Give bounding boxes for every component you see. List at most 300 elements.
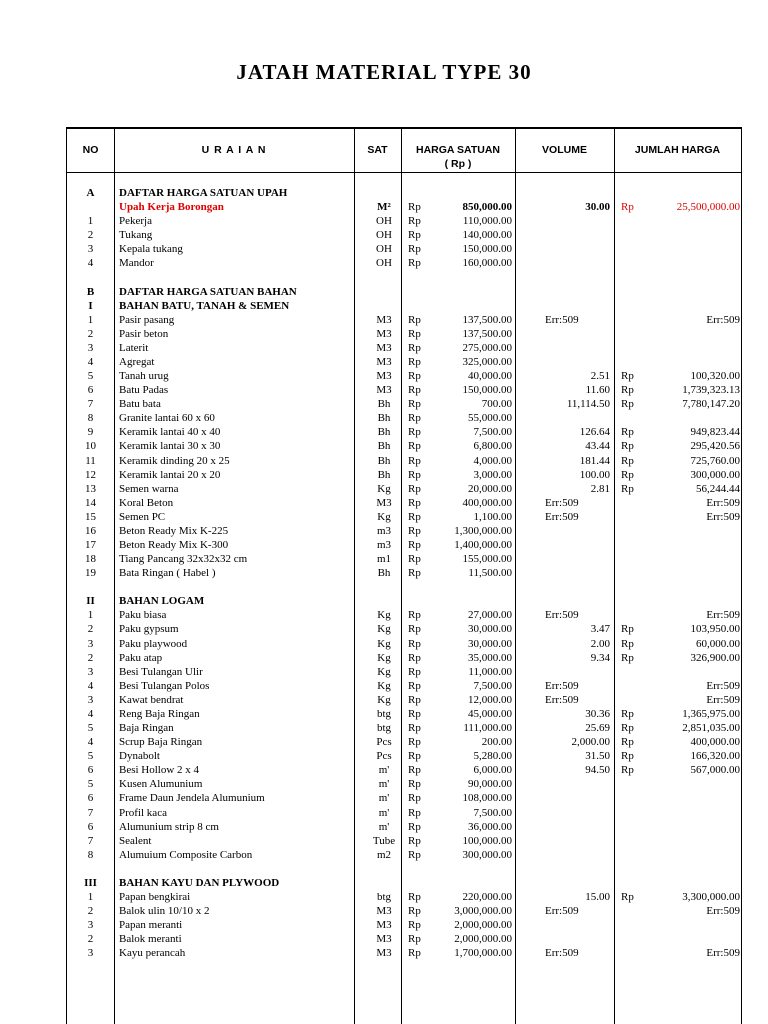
row-no: 8 <box>87 412 94 425</box>
row-uraian: DAFTAR HARGA SATUAN UPAH <box>119 187 288 199</box>
row-sat: M3 <box>376 384 392 397</box>
table-row <box>67 510 741 524</box>
row-sat: m2 <box>376 848 392 861</box>
row-sat: Bh <box>377 454 391 467</box>
row-no: 11 <box>85 454 96 467</box>
row-no: 6 <box>87 764 94 777</box>
row-uraian: Beton Ready Mix K-225 <box>119 524 229 537</box>
row-no: 1 <box>87 609 94 622</box>
row-uraian: Sealent <box>119 834 152 847</box>
row-harga: 110,000.00 <box>462 215 512 228</box>
row-sat: m' <box>378 778 390 791</box>
row-sat: btg <box>376 891 392 903</box>
row-jumlah-rp: Rp <box>621 764 634 777</box>
row-sat: M3 <box>376 919 392 932</box>
table-row <box>67 918 741 932</box>
table-row <box>67 341 741 355</box>
row-volume: 100.00 <box>579 468 610 481</box>
row-uraian: Balok ulin 10/10 x 2 <box>119 905 210 918</box>
row-jumlah-rp: Rp <box>621 736 634 749</box>
table-row <box>67 735 741 749</box>
row-rp: Rp <box>408 693 421 706</box>
row-volume: 30.36 <box>585 707 610 720</box>
row-sat: Kg <box>377 693 391 706</box>
header-divider <box>67 172 741 173</box>
row-rp: Rp <box>408 229 421 242</box>
row-jumlah-rp: Rp <box>621 722 634 735</box>
row-no: I <box>88 299 93 312</box>
row-rp: Rp <box>408 848 421 861</box>
row-sat: Bh <box>377 398 391 411</box>
row-uraian: Balok meranti <box>119 933 182 946</box>
row-volume: 43.44 <box>585 440 610 453</box>
table-row <box>67 439 741 453</box>
row-no: 6 <box>87 820 94 833</box>
row-uraian: Laterit <box>119 341 149 354</box>
row-rp: Rp <box>408 468 421 481</box>
row-no: 17 <box>85 539 96 551</box>
table-row <box>67 228 741 242</box>
row-sat: m' <box>378 792 390 805</box>
row-uraian: Kayu perancah <box>119 947 186 960</box>
row-uraian: Batu Padas <box>119 384 169 397</box>
row-no: 14 <box>85 496 96 509</box>
row-jumlah: 2,851,035.00 <box>682 722 740 735</box>
table-row <box>67 411 741 425</box>
row-uraian: Semen warna <box>119 482 179 495</box>
row-jumlah-rp: Rp <box>621 707 634 720</box>
row-sat: Bh <box>377 426 391 439</box>
row-rp: Rp <box>408 764 421 777</box>
row-harga: 3,000,000.00 <box>454 905 512 918</box>
row-uraian: Paku atap <box>119 651 163 664</box>
row-no: 7 <box>87 806 94 819</box>
row-jumlah-rp: Rp <box>621 482 634 495</box>
row-sat: btg <box>376 707 392 720</box>
row-no: 7 <box>87 398 94 411</box>
row-harga: 7,500.00 <box>473 426 512 439</box>
row-no: 10 <box>85 440 96 453</box>
row-uraian: Agregat <box>119 355 155 368</box>
row-harga: 400,000.00 <box>462 496 512 509</box>
table-row <box>67 425 741 439</box>
row-no: 2 <box>87 905 94 918</box>
row-uraian: Paku biasa <box>119 609 167 622</box>
row-uraian: Papan bengkirai <box>119 891 191 903</box>
row-sat: M3 <box>376 341 392 354</box>
row-rp: Rp <box>408 398 421 411</box>
row-jumlah: 725,760.00 <box>690 454 740 467</box>
row-uraian: Besi Hollow 2 x 4 <box>119 764 200 777</box>
row-no: 2 <box>87 933 94 946</box>
row-no: 5 <box>87 750 94 763</box>
row-sat: Pcs <box>376 736 392 749</box>
row-harga: 3,000.00 <box>473 468 512 481</box>
row-jumlah: 326,900.00 <box>690 651 740 664</box>
row-uraian: Tiang Pancang 32x32x32 cm <box>119 553 248 566</box>
row-uraian: Bata Ringan ( Habel ) <box>119 567 216 580</box>
header-jumlah-harga: JUMLAH HARGA <box>634 144 721 156</box>
row-harga: 150,000.00 <box>462 384 512 397</box>
table-row <box>67 369 741 383</box>
row-rp: Rp <box>408 567 421 580</box>
row-rp: Rp <box>408 370 421 383</box>
row-uraian: Mandor <box>119 257 154 270</box>
row-no: 2 <box>87 229 94 242</box>
row-rp: Rp <box>408 609 421 622</box>
header-harga-unit: ( Rp ) <box>444 158 472 170</box>
row-rp: Rp <box>408 707 421 720</box>
table-row <box>67 665 741 679</box>
row-rp: Rp <box>408 651 421 664</box>
row-no: 15 <box>85 510 96 523</box>
table-row <box>67 538 741 552</box>
row-uraian: Reng Baja Ringan <box>119 707 200 720</box>
table-row <box>67 242 741 256</box>
row-uraian: Beton Ready Mix K-300 <box>119 539 229 551</box>
row-jumlah: 3,300,000.00 <box>682 891 740 903</box>
table-row <box>67 256 741 270</box>
table-row <box>67 721 741 735</box>
row-rp: Rp <box>408 722 421 735</box>
row-uraian: Besi Tulangan Polos <box>119 679 210 692</box>
row-uraian: Paku gypsum <box>119 623 179 636</box>
row-sat: Kg <box>377 482 391 495</box>
row-uraian: Kusen Alumunium <box>119 778 203 791</box>
row-no: 3 <box>87 243 94 256</box>
blank-row <box>67 862 741 876</box>
row-jumlah: 400,000.00 <box>690 736 740 749</box>
row-volume: 31.50 <box>585 750 610 763</box>
row-harga: 11,000.00 <box>468 665 512 678</box>
row-sat: M3 <box>376 327 392 340</box>
header-sat: SAT <box>367 144 388 156</box>
row-no: 1 <box>87 215 94 228</box>
row-harga: 2,000,000.00 <box>454 933 512 946</box>
row-no: 5 <box>87 722 94 735</box>
row-uraian: Profil kaca <box>119 806 167 819</box>
table-row <box>67 594 741 608</box>
row-rp: Rp <box>408 440 421 453</box>
row-volume: 25.69 <box>585 722 610 735</box>
row-volume: 2.00 <box>590 637 610 650</box>
table-row <box>67 890 741 904</box>
row-no: 9 <box>87 426 94 439</box>
row-sat: Bh <box>377 468 391 481</box>
row-volume: 2.51 <box>590 370 610 383</box>
row-sat: OH <box>376 215 392 228</box>
row-jumlah: 300,000.00 <box>690 468 740 481</box>
row-no: 5 <box>87 370 94 383</box>
table-row <box>67 876 741 890</box>
row-sat: Kg <box>377 609 391 622</box>
row-volume: 9.34 <box>590 651 610 664</box>
row-uraian: Scrup Baja Ringan <box>119 736 203 749</box>
row-no: 13 <box>85 482 96 495</box>
row-jumlah: 1,739,323.13 <box>682 384 740 397</box>
row-sat: Bh <box>377 440 391 453</box>
table-row <box>67 327 741 341</box>
row-harga: 100,000.00 <box>462 834 512 847</box>
row-rp: Rp <box>408 510 421 523</box>
row-sat: OH <box>376 243 392 256</box>
row-uraian: Granite lantai 60 x 60 <box>119 412 215 425</box>
row-uraian: BAHAN BATU, TANAH & SEMEN <box>119 299 290 312</box>
row-no: 3 <box>87 637 94 650</box>
table-row <box>67 383 741 397</box>
table-row <box>67 496 741 510</box>
row-uraian: Paku playwood <box>119 637 188 650</box>
row-uraian: Koral Beton <box>119 496 174 509</box>
row-volume: 94.50 <box>585 764 610 777</box>
row-jumlah: 295,420.56 <box>690 440 740 453</box>
table-row <box>67 313 741 327</box>
header-volume: VOLUME <box>542 144 587 156</box>
table-row <box>67 932 741 946</box>
table-row <box>67 820 741 834</box>
row-rp: Rp <box>408 313 421 326</box>
row-volume: 11.60 <box>585 384 610 397</box>
row-no: 2 <box>87 623 94 636</box>
row-jumlah: 56,244.44 <box>696 482 740 495</box>
row-harga: 30,000.00 <box>468 623 512 636</box>
row-rp: Rp <box>408 327 421 340</box>
row-rp: Rp <box>408 201 421 214</box>
row-volume: 3.47 <box>590 623 610 636</box>
row-harga: 150,000.00 <box>462 243 512 256</box>
row-rp: Rp <box>408 637 421 650</box>
row-volume: Err:509 <box>545 496 579 509</box>
row-sat: Kg <box>377 651 391 664</box>
row-rp: Rp <box>408 496 421 509</box>
row-jumlah-rp: Rp <box>621 891 634 903</box>
row-no: 8 <box>87 848 94 861</box>
row-volume: 126.64 <box>579 426 610 439</box>
row-jumlah: Err:509 <box>706 313 740 326</box>
row-uraian: Keramik lantai 40 x 40 <box>119 426 221 439</box>
row-sat: m' <box>378 806 390 819</box>
row-uraian: Pasir beton <box>119 327 169 340</box>
row-sat: Tube <box>372 834 396 847</box>
table-row <box>67 791 741 805</box>
row-jumlah: 60,000.00 <box>696 637 740 650</box>
row-sat: btg <box>376 722 392 735</box>
row-rp: Rp <box>408 215 421 228</box>
row-volume: 15.00 <box>585 891 610 903</box>
row-jumlah: 1,365,975.00 <box>682 707 740 720</box>
row-harga: 40,000.00 <box>468 370 512 383</box>
table-row <box>67 397 741 411</box>
row-rp: Rp <box>408 778 421 791</box>
row-harga: 1,400,000.00 <box>454 539 512 551</box>
row-no: 4 <box>87 679 94 692</box>
row-harga: 140,000.00 <box>462 229 512 242</box>
row-harga: 7,500.00 <box>473 806 512 819</box>
row-uraian: Upah Kerja Borongan <box>119 201 224 214</box>
material-table <box>66 127 742 1024</box>
row-jumlah-rp: Rp <box>621 440 634 453</box>
row-sat: M3 <box>376 905 392 918</box>
table-row <box>67 608 741 622</box>
row-no: 4 <box>87 257 94 270</box>
row-harga: 275,000.00 <box>462 341 512 354</box>
row-jumlah-rp: Rp <box>621 370 634 383</box>
row-harga: 1,700,000.00 <box>454 947 512 960</box>
row-harga: 11,500.00 <box>468 567 512 580</box>
table-row <box>67 524 741 538</box>
row-sat: M3 <box>376 947 392 960</box>
row-rp: Rp <box>408 524 421 537</box>
row-harga: 325,000.00 <box>462 355 512 368</box>
table-row <box>67 806 741 820</box>
row-sat: M² <box>377 201 391 214</box>
row-jumlah-rp: Rp <box>621 651 634 664</box>
row-no: 5 <box>87 778 94 791</box>
row-sat: OH <box>376 229 392 242</box>
row-no: III <box>84 876 97 889</box>
row-jumlah: 7,780,147.20 <box>682 398 740 411</box>
table-row <box>67 454 741 468</box>
row-harga: 160,000.00 <box>462 257 512 270</box>
row-jumlah: Err:509 <box>706 609 740 622</box>
row-sat: m' <box>378 764 390 777</box>
row-sat: Kg <box>377 637 391 650</box>
row-harga: 1,100.00 <box>473 510 512 523</box>
row-volume: 181.44 <box>579 454 610 467</box>
row-sat: m1 <box>376 553 392 566</box>
row-no: 4 <box>87 736 94 749</box>
row-harga: 6,800.00 <box>473 440 512 453</box>
row-rp: Rp <box>408 947 421 960</box>
row-harga: 137,500.00 <box>462 313 512 326</box>
row-jumlah-rp: Rp <box>621 454 634 467</box>
row-uraian: Baja Ringan <box>119 722 174 735</box>
row-jumlah: 567,000.00 <box>690 764 740 777</box>
row-uraian: Papan meranti <box>119 919 183 932</box>
row-rp: Rp <box>408 341 421 354</box>
row-no: 19 <box>85 567 96 580</box>
row-no: 4 <box>87 707 94 720</box>
table-row <box>67 214 741 228</box>
table-row <box>67 622 741 636</box>
row-uraian: BAHAN KAYU DAN PLYWOOD <box>119 876 280 889</box>
row-sat: OH <box>376 257 392 270</box>
row-sat: Pcs <box>376 750 392 763</box>
row-sat: Bh <box>377 412 391 425</box>
row-uraian: Alumunium strip 8 cm <box>119 820 219 833</box>
table-row <box>67 651 741 665</box>
row-no: 3 <box>87 693 94 706</box>
row-rp: Rp <box>408 384 421 397</box>
row-uraian: Kawat bendrat <box>119 693 184 706</box>
row-uraian: Pasir pasang <box>119 313 175 326</box>
row-harga: 36,000.00 <box>468 820 512 833</box>
row-jumlah: Err:509 <box>706 510 740 523</box>
table-row <box>67 834 741 848</box>
row-no: 3 <box>87 947 94 960</box>
page-title: JATAH MATERIAL TYPE 30 <box>236 60 532 84</box>
row-rp: Rp <box>408 736 421 749</box>
row-rp: Rp <box>408 623 421 636</box>
row-jumlah-rp: Rp <box>621 426 634 439</box>
row-uraian: Tanah urug <box>119 370 169 383</box>
row-sat: M3 <box>376 496 392 509</box>
row-uraian: Keramik lantai 20 x 20 <box>119 468 221 481</box>
row-no: 3 <box>87 665 94 678</box>
row-volume: 11,114.50 <box>566 398 610 411</box>
row-uraian: Batu bata <box>119 398 161 411</box>
table-row <box>67 566 741 580</box>
row-sat: M3 <box>376 933 392 946</box>
row-no: 16 <box>85 524 96 537</box>
row-rp: Rp <box>408 454 421 467</box>
row-uraian: Tukang <box>119 229 153 242</box>
row-no: 18 <box>85 553 96 566</box>
table-row <box>67 482 741 496</box>
table-row <box>67 848 741 862</box>
row-rp: Rp <box>408 933 421 946</box>
header-uraian: U R A I A N <box>201 144 267 156</box>
table-row <box>67 552 741 566</box>
row-uraian: Pekerja <box>119 215 152 228</box>
row-jumlah: 949,823.44 <box>690 426 740 439</box>
row-uraian: DAFTAR HARGA SATUAN BAHAN <box>119 285 297 298</box>
row-rp: Rp <box>408 891 421 903</box>
row-rp: Rp <box>408 553 421 566</box>
row-harga: 155,000.00 <box>462 553 512 566</box>
row-uraian: Alumuium Composite Carbon <box>119 848 253 861</box>
row-jumlah: 103,950.00 <box>690 623 740 636</box>
row-sat: Kg <box>377 665 391 678</box>
row-no: 4 <box>87 355 94 368</box>
row-harga: 7,500.00 <box>473 679 512 692</box>
row-rp: Rp <box>408 665 421 678</box>
row-jumlah-rp: Rp <box>621 750 634 763</box>
row-rp: Rp <box>408 806 421 819</box>
table-row <box>67 904 741 918</box>
row-harga: 12,000.00 <box>468 693 512 706</box>
row-rp: Rp <box>408 412 421 425</box>
header-no: NO <box>82 144 99 156</box>
row-jumlah: 166,320.00 <box>690 750 740 763</box>
row-sat: m' <box>378 820 390 833</box>
table-row <box>67 749 741 763</box>
row-volume: Err:509 <box>545 313 579 326</box>
table-row <box>67 468 741 482</box>
row-volume: Err:509 <box>545 679 579 692</box>
row-rp: Rp <box>408 679 421 692</box>
row-sat: M3 <box>376 355 392 368</box>
row-harga: 850,000.00 <box>462 201 512 214</box>
row-harga: 27,000.00 <box>468 609 512 622</box>
row-harga: 108,000.00 <box>462 792 512 805</box>
row-harga: 35,000.00 <box>468 651 512 664</box>
row-harga: 55,000.00 <box>468 412 512 425</box>
table-row <box>67 285 741 299</box>
row-no: 6 <box>87 792 94 805</box>
table-row <box>67 777 741 791</box>
row-rp: Rp <box>408 750 421 763</box>
blank-row <box>67 270 741 284</box>
row-sat: M3 <box>376 370 392 383</box>
row-no: II <box>86 595 95 608</box>
row-harga: 220,000.00 <box>462 891 512 903</box>
row-sat: Kg <box>377 679 391 692</box>
row-harga: 111,000.00 <box>463 722 512 735</box>
row-rp: Rp <box>408 257 421 270</box>
row-rp: Rp <box>408 792 421 805</box>
table-row <box>67 693 741 707</box>
